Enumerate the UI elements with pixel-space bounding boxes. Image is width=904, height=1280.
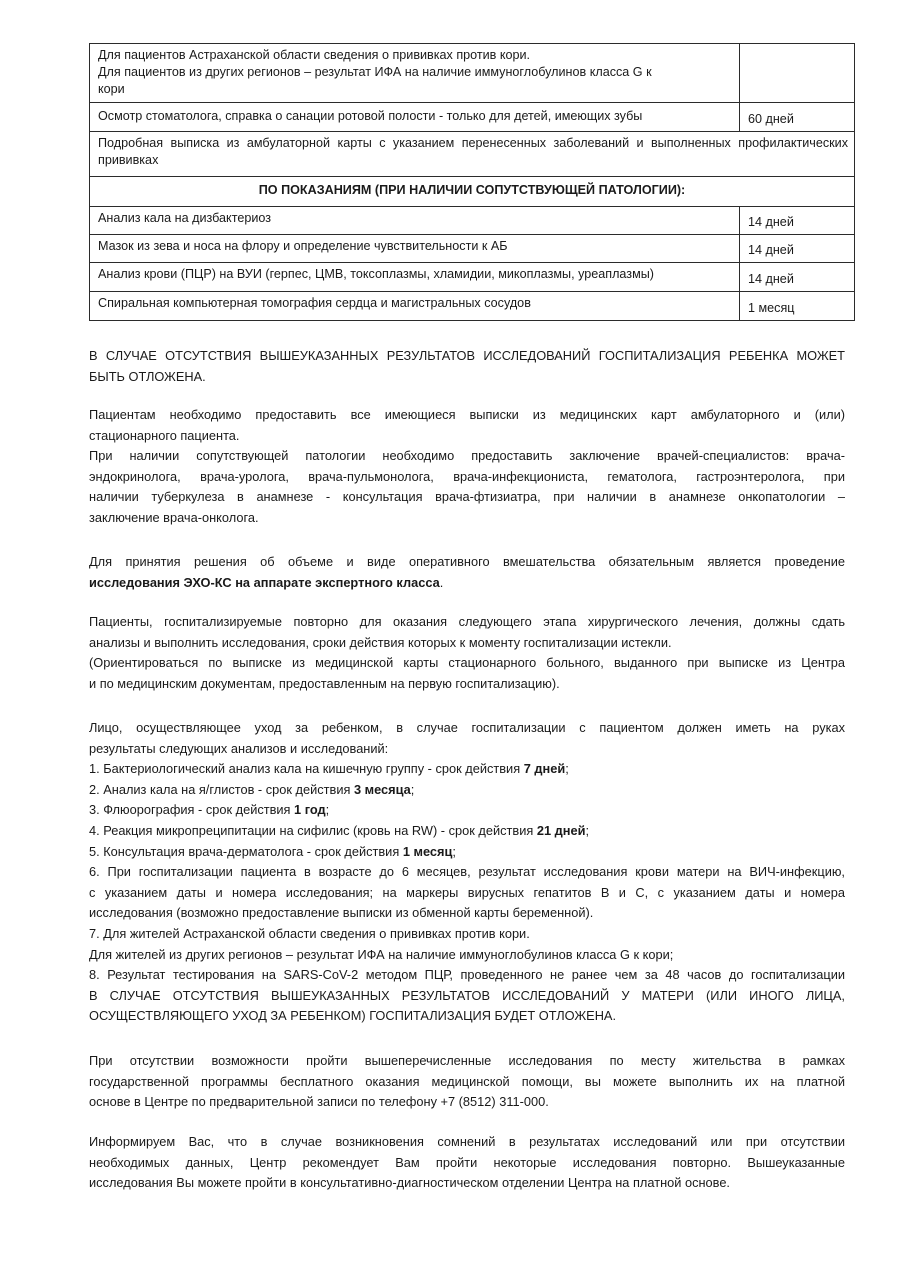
requirement-cell: Осмотр стоматолога, справка о санации ротовой полости - только для детей, имеющих зубы: [90, 103, 740, 132]
list-item: 1. Бактериологический анализ кала на кишечную группу - срок действия 7 дней;: [89, 761, 569, 777]
requirement-cell: Анализ крови (ПЦР) на ВУИ (герпес, ЦМВ, токсоплазмы, хламидии, микоплазмы, уреаплазмы): [90, 263, 740, 292]
table-row: [90, 235, 855, 263]
section-title: ПО ПОКАЗАНИЯМ (ПРИ НАЛИЧИИ СОПУТСТВУЮЩЕЙ ПАТОЛОГИИ):: [90, 177, 855, 207]
documents-paragraph: Пациентам необходимо предоставить все имеющиеся выписки из медицинских карт амбулаторного и (или) стационарного пациента. При наличии сопутствующей патологии необходимо предоставить заключение врачей-специалистов: врача- эндокринолога, врача-уролога, врача-пульмонолога, врача-инфекциониста, гематолога, гастроэнтеролога, при наличии туберкулеза в анамнезе - консультация врача-фтизиатра, при наличии в анамнезе онкопатологии – заключение врача-онколога.: [89, 407, 845, 525]
requirements-table: [89, 43, 855, 321]
table-row: [90, 177, 855, 207]
term-cell: [740, 44, 855, 103]
table-row: [90, 44, 855, 103]
requirement-cell: Мазок из зева и носа на флору и определение чувствительности к АБ: [90, 235, 740, 263]
repeat-tests-paragraph: Информируем Вас, что в случае возникновения сомнений в результатах исследований или при отсутствии необходимых данных, Центр рекомендует Вам пройти некоторые исследования повторно. Вышеуказанные исследования Вы можете пройти в консультативно-диагностическом отделении Центра на платной основе.: [89, 1134, 845, 1191]
list-item: 2. Анализ кала на я/глистов - срок действия 3 месяца;: [89, 781, 415, 797]
hospitalization-warning: В СЛУЧАЕ ОТСУТСТВИЯ ВЫШЕУКАЗАННЫХ РЕЗУЛЬТАТОВ ИССЛЕДОВАНИЙ ГОСПИТАЛИЗАЦИЯ РЕБЕНКА МОЖЕТ БЫТЬ ОТЛОЖЕНА.: [89, 348, 845, 384]
paid-services-paragraph: При отсутствии возможности пройти вышеперечисленные исследования по месту жительства в рамках государственной программы бесплатного оказания медицинской помощи, вы можете выполнить их на платной основе в Центре по предварительной записи по телефону +7 (8512) 311-000.: [89, 1053, 845, 1110]
list-item: 6. При госпитализации пациента в возрасте до 6 месяцев, результат исследования крови матери на ВИЧ-инфекцию,: [89, 864, 845, 880]
repeat-hospitalization-paragraph: Пациенты, госпитализируемые повторно для оказания следующего этапа хирургического лечения, должны сдать анализы и выполнить исследования, сроки действия которых к моменту госпитализации истекли. (Ориентироваться по выписке из медицинской карты стационарного больного, выданного при выписке из Центра и по медицинским документам, предоставленным на первую госпитализацию).: [89, 614, 845, 691]
requirement-cell: Для пациентов Астраханской области сведения о прививках против кори. Для пациентов из других регионов – результат ИФА на наличие иммуноглобулинов класса G к кори: [90, 44, 740, 103]
table-row: [90, 263, 855, 292]
caregiver-section: Лицо, осуществляющее уход за ребенком, в случае госпитализации с пациентом должен иметь на руках результаты следующих анализов и исследований: 1. Бактериологический анализ кала на кишечную группу - срок действия 7 дней; 2. Анализ кала на я/глистов - срок действия 3 месяца; 3. Флюорография - срок действия 1 год; 4. Реакция микропреципитации на сифилис (кровь на RW) - срок действия 21 дней; 5. Консультация врача-дерматолога - срок действия 1 месяц; 6. При госпитализации пациента в возрасте до 6 месяцев, результат исследования крови матери на ВИЧ-инфекцию, с указанием даты и номера исследования; на маркеры вирусных гепатитов В и С, с указанием даты и номера исследования (возможно предоставление выписки из обменной карты беременной). 7. Для жителей Астраханской области сведения о прививках против кори. Для жителей из других регионов – результат ИФА на наличие иммуноглобулинов класса G к кори; 8. Результат тестирования на SARS-CoV-2 методом ПЦР, проведенного не ранее чем за 48 часов до госпитализации В СЛУЧАЕ ОТСУТСТВИЯ ВЫШЕУКАЗАННЫХ РЕЗУЛЬТАТОВ ИССЛЕДОВАНИЙ У МАТЕРИ (ИЛИ ИНОГО ЛИЦА, ОСУЩЕСТВЛЯЮЩЕГО УХОД ЗА РЕБЕНКОМ) ГОСПИТАЛИЗАЦИЯ БУДЕТ ОТЛОЖЕНА.: [89, 720, 845, 1024]
term-cell: 60 дней: [740, 103, 855, 132]
term-cell: 14 дней: [740, 235, 855, 263]
table-row: [90, 292, 855, 321]
table-row: [90, 132, 855, 177]
requirement-cell: Подробная выписка из амбулаторной карты с указанием перенесенных заболеваний и выполненных профилактических прививках: [90, 132, 855, 177]
table-row: [90, 207, 855, 235]
requirement-cell: Анализ кала на дизбактериоз: [90, 207, 740, 235]
list-item: 3. Флюорография - срок действия 1 год;: [89, 802, 330, 818]
requirement-cell: Спиральная компьютерная томография сердца и магистральных сосудов: [90, 292, 740, 321]
echo-paragraph: Для принятия решения об объеме и виде оперативного вмешательства обязательным является проведение исследования ЭХО-КС на аппарате экспертного класса.: [89, 554, 845, 590]
list-item: 7. Для жителей Астраханской области сведения о прививках против кори.: [89, 925, 530, 941]
term-cell: 1 месяц: [740, 292, 855, 321]
term-cell: 14 дней: [740, 207, 855, 235]
term-cell: 14 дней: [740, 263, 855, 292]
list-item: 5. Консультация врача-дерматолога - срок действия 1 месяц;: [89, 843, 456, 859]
list-item: 8. Результат тестирования на SARS-CoV-2 методом ПЦР, проведенного не ранее чем за 48 часов до госпитализации: [89, 967, 845, 983]
echo-bold: исследования ЭХО-КС на аппарате экспертного класса: [89, 574, 440, 590]
mother-warning: В СЛУЧАЕ ОТСУТСТВИЯ ВЫШЕУКАЗАННЫХ РЕЗУЛЬТАТОВ ИССЛЕДОВАНИЙ У МАТЕРИ (ИЛИ ИНОГО ЛИЦА,: [89, 987, 845, 1003]
list-item: 4. Реакция микропреципитации на сифилис (кровь на RW) - срок действия 21 дней;: [89, 822, 590, 838]
table-row: [90, 103, 855, 132]
